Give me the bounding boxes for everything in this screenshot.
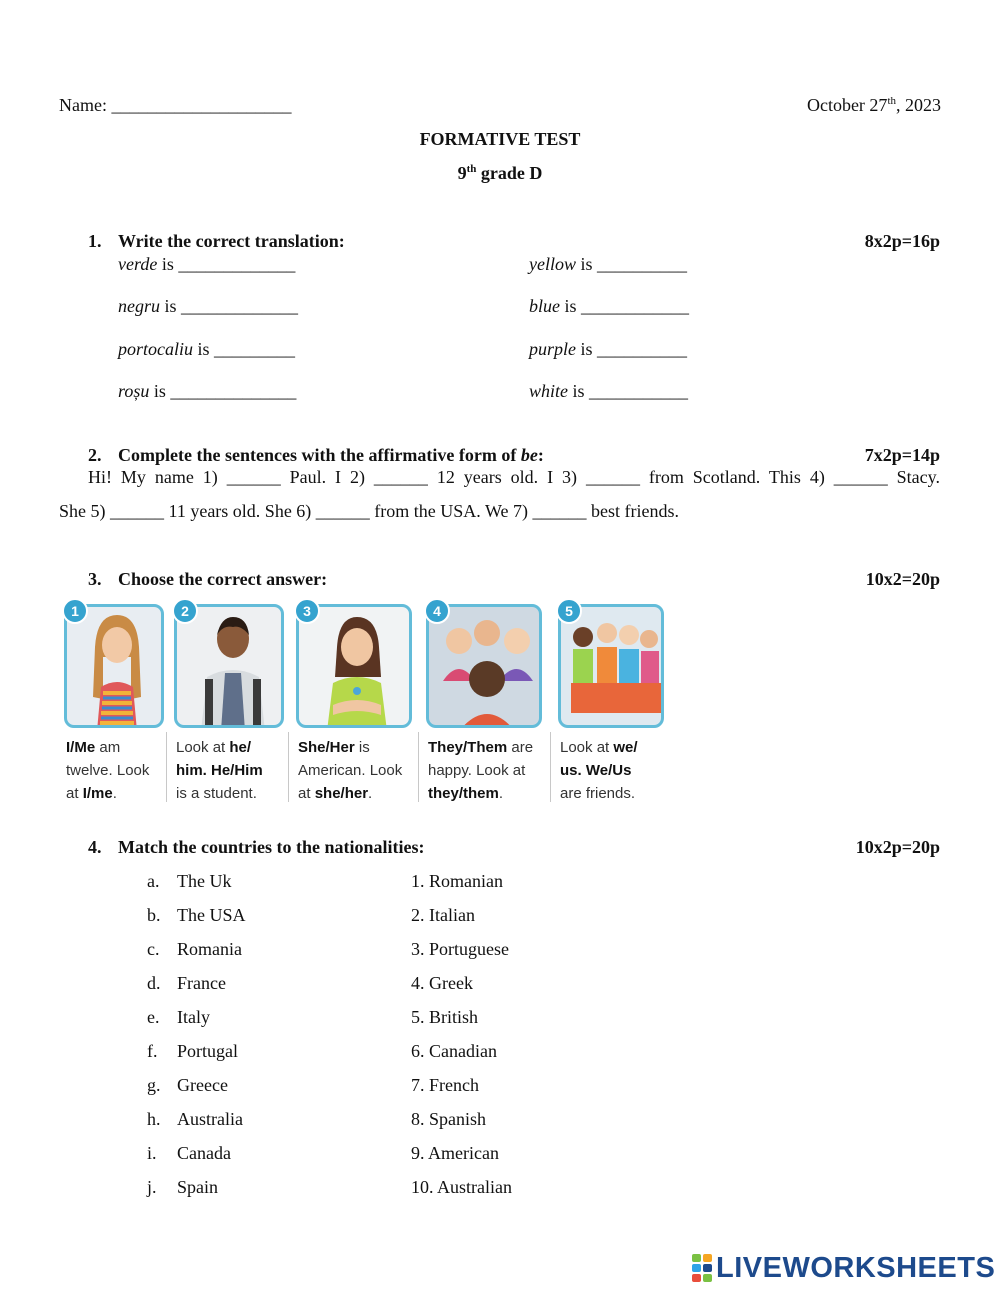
translation-item[interactable]	[529, 338, 687, 360]
caption-divider	[288, 732, 289, 802]
section2-title: Complete the sentences with the affirmative form of	[118, 445, 521, 465]
country-letter: d.	[147, 973, 161, 993]
translation-blank: is _____________	[160, 296, 299, 316]
caption-divider	[166, 732, 167, 802]
date-sup: th	[887, 95, 896, 107]
country-item[interactable]	[147, 1074, 228, 1096]
section3-number: 3.	[88, 569, 102, 589]
nationality-item[interactable]: 10. Australian	[411, 1177, 512, 1197]
panel-caption	[428, 736, 542, 805]
country-name: Italy	[177, 1007, 210, 1027]
country-letter: g.	[147, 1075, 161, 1095]
caption-text: am	[95, 739, 121, 756]
girl-photo	[296, 604, 412, 728]
name-label: Name:	[59, 95, 107, 115]
group-illustration	[429, 607, 542, 728]
country-letter: i.	[147, 1143, 157, 1163]
section2-heading	[88, 444, 544, 466]
translation-blank: is ___________	[568, 381, 689, 401]
name-line	[59, 94, 291, 116]
grade-subtitle	[0, 162, 1000, 184]
translation-blank: is ____________	[560, 296, 690, 316]
panel-caption	[66, 736, 164, 805]
girl-illustration	[299, 607, 412, 728]
country-item[interactable]	[147, 904, 246, 926]
picture-panel-4	[422, 592, 546, 814]
nationality-item[interactable]: 1. Romanian	[411, 871, 503, 891]
country-item[interactable]	[147, 870, 231, 892]
translation-word: verde	[118, 254, 158, 274]
section1-points: 8x2p=16p	[864, 231, 940, 251]
picture-panel-2	[170, 592, 288, 814]
nationality-item[interactable]: 5. British	[411, 1007, 479, 1027]
translation-item[interactable]	[529, 380, 688, 402]
caption-option[interactable]: us. We/Us	[560, 762, 632, 779]
caption-option[interactable]: she/her	[314, 785, 369, 802]
country-letter: c.	[147, 939, 160, 959]
country-item[interactable]	[147, 1006, 210, 1028]
section4-points: 10x2p=20p	[855, 837, 940, 857]
country-letter: b.	[147, 905, 161, 925]
translation-item[interactable]	[118, 380, 296, 402]
section2-points: 7x2p=14p	[864, 445, 940, 465]
name-blank[interactable]: ____________________	[111, 95, 292, 115]
translation-item[interactable]	[118, 253, 295, 275]
translation-blank: is _____________	[157, 254, 296, 274]
panel-caption	[176, 736, 284, 805]
date	[807, 94, 941, 116]
group-photo	[426, 604, 542, 728]
country-item[interactable]	[147, 1040, 238, 1062]
section3-points: 10x2=20p	[865, 569, 940, 589]
caption-option[interactable]: They/Them	[428, 739, 508, 756]
date-tail: , 2023	[896, 95, 941, 115]
caption-text: happy. Look at	[428, 762, 526, 779]
girl-illustration	[67, 607, 164, 728]
nationality-item[interactable]: 2. Italian	[411, 905, 475, 925]
translation-blank: is __________	[576, 339, 688, 359]
section4-number: 4.	[88, 837, 102, 857]
caption-text: Look at	[176, 739, 230, 756]
panel-number-badge: 4	[424, 598, 450, 624]
section1-title: Write the correct translation:	[118, 231, 345, 251]
picture-strip	[60, 592, 670, 814]
friends-illustration	[561, 607, 664, 728]
translation-item[interactable]	[118, 338, 295, 360]
translation-word: roșu	[118, 381, 150, 401]
section2-title-colon: :	[537, 445, 544, 465]
caption-text: .	[498, 785, 504, 802]
nationality-item[interactable]: 6. Canadian	[411, 1041, 497, 1061]
caption-option[interactable]: they/them	[428, 785, 499, 802]
date-main: October 27	[806, 95, 888, 115]
translation-item[interactable]	[118, 295, 298, 317]
caption-option[interactable]: he/	[229, 739, 252, 756]
nationality-item[interactable]: 3. Portuguese	[411, 939, 509, 959]
caption-option[interactable]: him. He/Him	[176, 762, 263, 779]
caption-text: American. Look	[298, 762, 403, 779]
translation-word: portocaliu	[118, 339, 193, 359]
country-name: France	[177, 973, 226, 993]
country-item[interactable]	[147, 972, 226, 994]
panel-caption	[560, 736, 664, 805]
caption-text: at	[66, 785, 83, 802]
section3-title: Choose the correct answer:	[118, 569, 328, 589]
country-name: Spain	[177, 1177, 219, 1197]
caption-option[interactable]: I/Me	[66, 739, 96, 756]
section1-heading	[88, 230, 345, 252]
panel-number-badge: 5	[556, 598, 582, 624]
nationality-item[interactable]: 4. Greek	[411, 973, 473, 993]
country-name: Australia	[177, 1109, 243, 1129]
country-letter: j.	[147, 1177, 157, 1197]
country-letter: h.	[147, 1109, 161, 1129]
caption-text: is a student.	[176, 785, 257, 802]
boy-illustration	[177, 607, 284, 728]
section4-title: Match the countries to the nationalities:	[118, 837, 425, 857]
translation-word: white	[529, 381, 568, 401]
section1-number: 1.	[88, 231, 102, 251]
caption-divider	[550, 732, 551, 802]
caption-text: .	[368, 785, 373, 802]
logo-text: LIVEWORKSHEETS	[716, 1251, 996, 1284]
panel-number-badge: 3	[294, 598, 320, 624]
translation-item[interactable]	[529, 295, 689, 317]
page-title: FORMATIVE TEST	[419, 129, 581, 149]
nationality-item[interactable]: 8. Spanish	[411, 1109, 487, 1129]
picture-panel-3	[292, 592, 416, 814]
country-letter: a.	[147, 871, 160, 891]
country-name: Portugal	[177, 1041, 238, 1061]
grade-sup: th	[466, 163, 477, 175]
caption-text: is	[354, 739, 370, 756]
translation-word: yellow	[529, 254, 576, 274]
section4-heading	[88, 836, 424, 858]
section3-heading	[88, 568, 327, 590]
picture-panel-1	[60, 592, 168, 814]
country-name: Romania	[177, 939, 242, 959]
caption-text: Look at	[560, 739, 614, 756]
translation-word: negru	[118, 296, 160, 316]
nationality-item[interactable]: 9. American	[411, 1143, 499, 1163]
caption-option[interactable]: She/Her	[298, 739, 355, 756]
country-item[interactable]	[147, 1176, 218, 1198]
section2-line2[interactable]: She 5) ______ 11 years old. She 6) ______ from the USA. We 7) ______ best friends.	[59, 501, 679, 521]
country-letter: f.	[147, 1041, 158, 1061]
country-item[interactable]	[147, 1142, 231, 1164]
country-letter: e.	[147, 1007, 160, 1027]
country-name: Greece	[177, 1075, 228, 1095]
caption-option[interactable]: I/me	[82, 785, 113, 802]
caption-text: are	[507, 739, 534, 756]
country-name: Canada	[177, 1143, 231, 1163]
caption-divider	[418, 732, 419, 802]
logo-icon	[692, 1254, 712, 1282]
picture-panel-5	[554, 592, 668, 814]
section2-number: 2.	[88, 445, 102, 465]
panel-number-badge: 2	[172, 598, 198, 624]
translation-blank: is __________	[576, 254, 688, 274]
panel-caption	[298, 736, 412, 805]
liveworksheets-logo	[692, 1252, 995, 1284]
translation-word: blue	[529, 296, 560, 316]
country-name: The USA	[177, 905, 246, 925]
caption-text: .	[112, 785, 117, 802]
section2-line1[interactable]: Hi! My name 1) ______ Paul. I 2) ______ 12 years old. I 3) ______ from Scotland. This 4) ______ Stacy.	[88, 467, 940, 487]
caption-text: at	[298, 785, 315, 802]
country-item[interactable]	[147, 1108, 243, 1130]
translation-blank: is ______________	[149, 381, 297, 401]
grade-num: 9	[457, 163, 467, 183]
grade-tail: grade D	[476, 163, 543, 183]
section2-title-be: be	[520, 445, 538, 465]
caption-option[interactable]: we/	[613, 739, 638, 756]
translation-blank: is _________	[193, 339, 296, 359]
panel-number-badge: 1	[62, 598, 88, 624]
translation-word: purple	[529, 339, 576, 359]
translation-item[interactable]	[529, 253, 687, 275]
nationality-item[interactable]: 7. French	[411, 1075, 479, 1095]
country-item[interactable]	[147, 938, 242, 960]
caption-text: twelve. Look	[66, 762, 150, 779]
country-name: The Uk	[177, 871, 232, 891]
caption-text: are friends.	[560, 785, 636, 802]
